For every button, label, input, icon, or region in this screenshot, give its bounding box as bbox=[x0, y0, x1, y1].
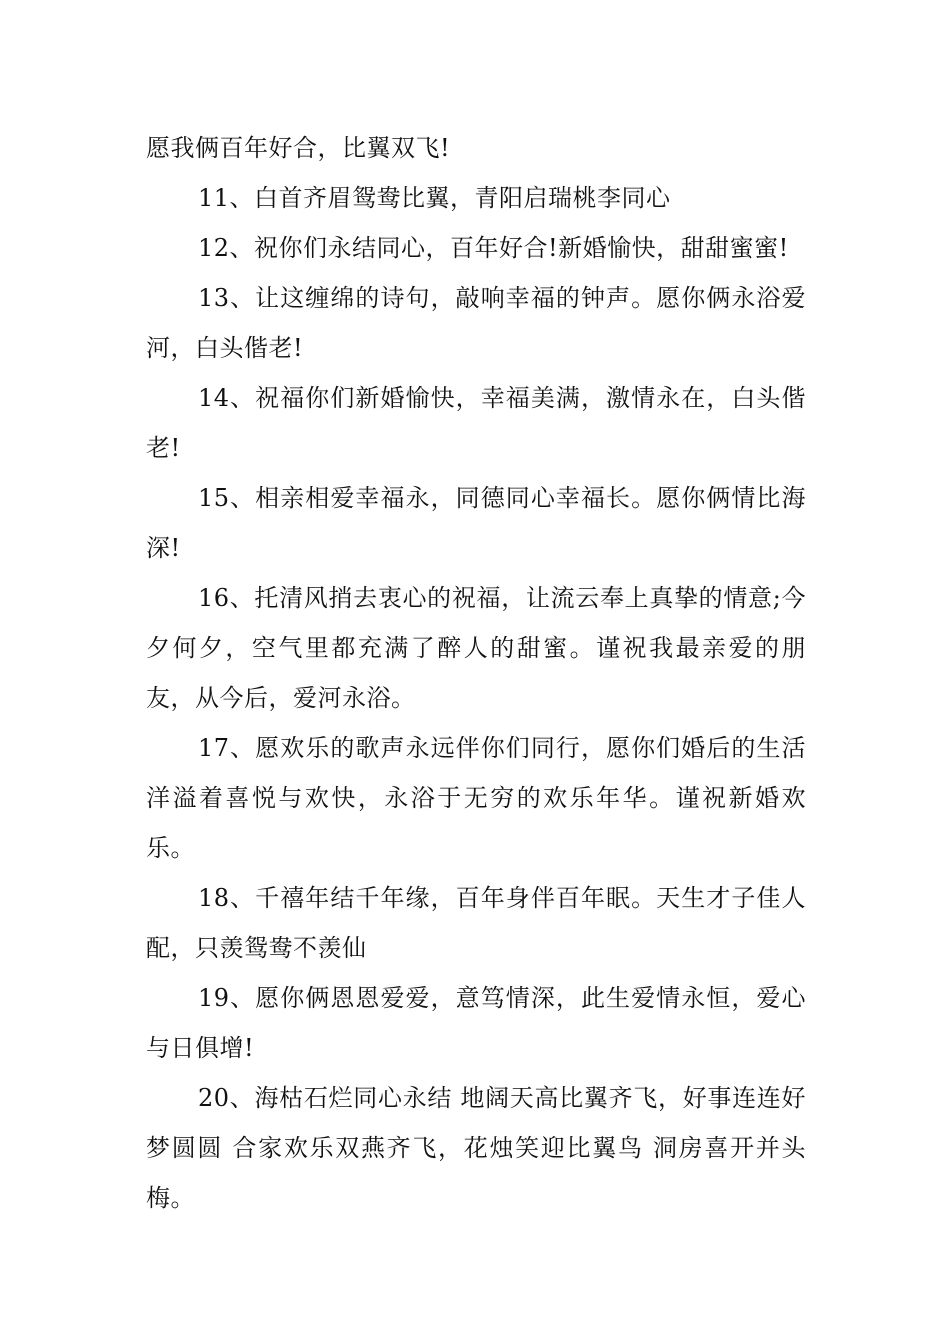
paragraph-item-20: 20、海枯石烂同心永结 地阔天高比翼齐飞，好事连连好梦圆圆 合家欢乐双燕齐飞，花烛笑迎比翼鸟 洞房喜开并头梅。 bbox=[146, 1084, 806, 1212]
paragraph-item-17: 17、愿欢乐的歌声永远伴你们同行，愿你们婚后的生活洋溢着喜悦与欢快，永浴于无穷的欢乐年华。谨祝新婚欢乐。 bbox=[146, 734, 806, 862]
document-body bbox=[146, 123, 806, 1223]
paragraph-item-14: 14、祝福你们新婚愉快，幸福美满，激情永在，白头偕老! bbox=[146, 384, 806, 462]
paragraph-item-18: 18、千禧年结千年缘，百年身伴百年眠。天生才子佳人配，只羡鸳鸯不羡仙 bbox=[146, 884, 806, 962]
paragraph-item-13: 13、让这缠绵的诗句，敲响幸福的钟声。愿你俩永浴爱河，白头偕老! bbox=[146, 284, 806, 362]
paragraph-continuation: 愿我俩百年好合，比翼双飞! bbox=[146, 134, 451, 162]
paragraph-item-16: 16、托清风捎去衷心的祝福，让流云奉上真挚的情意;今夕何夕，空气里都充满了醉人的甜蜜。谨祝我最亲爱的朋友，从今后，爱河永浴。 bbox=[146, 584, 806, 712]
paragraph-item-19: 19、愿你俩恩恩爱爱，意笃情深，此生爱情永恒，爱心与日俱增! bbox=[146, 984, 806, 1062]
paragraph-item-11: 11、白首齐眉鸳鸯比翼，青阳启瑞桃李同心 bbox=[198, 184, 671, 212]
paragraph-item-15: 15、相亲相爱幸福永，同德同心幸福长。愿你俩情比海深! bbox=[146, 484, 806, 562]
paragraph-item-12: 12、祝你们永结同心，百年好合!新婚愉快，甜甜蜜蜜! bbox=[198, 234, 789, 262]
